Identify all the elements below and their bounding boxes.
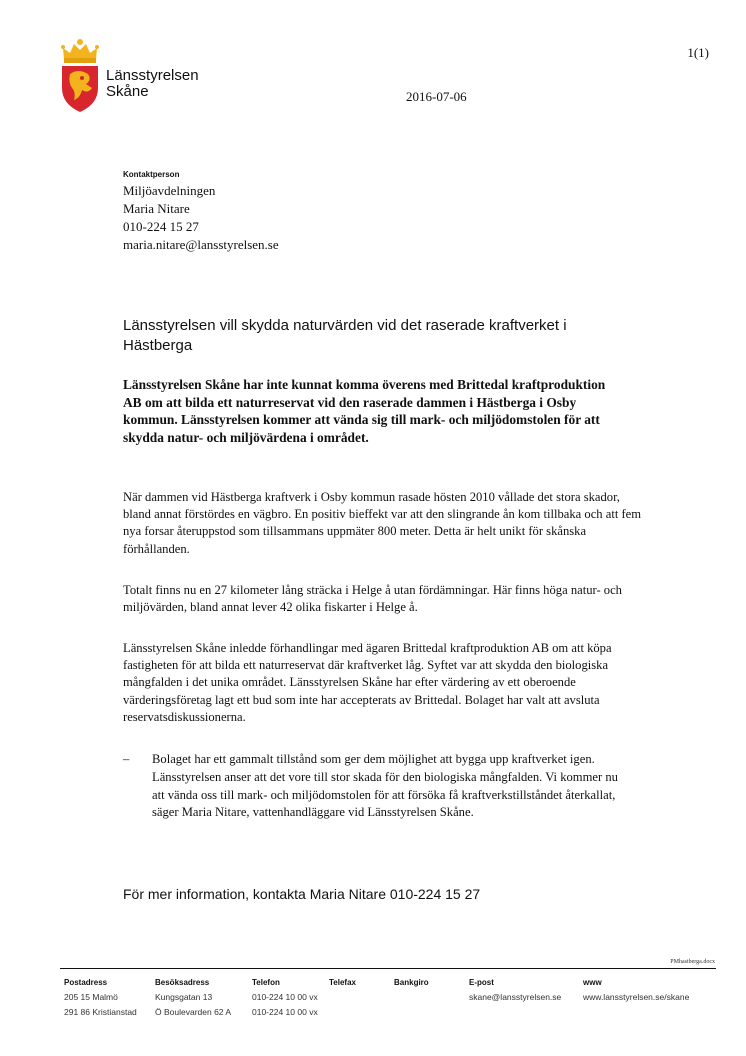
footer-bankgiro-label: Bankgiro [394,978,429,987]
article-paragraph-1: När dammen vid Hästberga kraftverk i Osby kommun rasade hösten 2010 vållade det stora skador, bland annat förstördes en vägbro. En positiv bieffekt var att den slingrande ån kom tillbaka och att fem nya forsar återuppstod som tillsammans uppmäter 800 meter. Detta är helt unikt för skånska förhållanden. [123,490,642,556]
footer-bankgiro [394,975,429,990]
footer-telefon-1: 010-224 10 00 vx [252,992,318,1002]
logo-wordmark [106,68,199,100]
article-paragraph-3: Länsstyrelsen Skåne inledde förhandlingar med ägaren Brittedal kraftproduktion AB om att köpa fastigheten för att bilda ett naturreservat där kraftverket låg. Syftet var att skydda den biologiska mångfalden i det unika området. Länsstyrelsen Skåne har efter värdering av ett oberoende värderingsföretag lagt ett bud som inte har accepterats av Brittedal. Bolaget har valt att avsluta reservatsdiskussionerna. [123,641,612,724]
footer-www [583,975,689,1005]
footer-telefon-label: Telefon [252,978,280,987]
article-paragraph-2: Totalt finns nu en 27 kilometer lång sträcka i Helge å utan fördämningar. Här finns höga natur- och miljövärden, bland annat lever 42 olika fiskarter i Helge å. [123,583,622,615]
document-date: 2016-07-06 [406,89,467,104]
footer-besoksadress-2: Ö Boulevarden 62 A [155,1007,232,1017]
page-number: 1(1) [687,45,709,60]
footer-besoksadress-1: Kungsgatan 13 [155,992,213,1002]
footer-epost-1[interactable]: skane@lansstyrelsen.se [469,992,562,1002]
footer-postadress-label: Postadress [64,978,108,987]
footer-besoksadress-label: Besöksadress [155,978,210,987]
logo [58,38,208,118]
coat-of-arms-icon [58,38,102,114]
footer-postadress-2: 291 86 Kristianstad [64,1007,137,1017]
document-filename: PMhastberga.docx [670,959,715,965]
footer-telefax-label: Telefax [329,978,356,987]
contact-label: Kontaktperson [123,170,180,179]
footer-telefax [329,975,356,990]
footer-besoksadress [155,975,231,1020]
contact-block [123,170,279,254]
logo-line-2: Skåne [106,83,149,100]
more-info: För mer information, kontakta Maria Nitare 010-224 15 27 [123,886,481,902]
footer-postadress [64,975,137,1020]
contact-name: Maria Nitare [123,201,190,216]
footer-www-label: www [583,978,602,987]
contact-department: Miljöavdelningen [123,183,216,198]
quote-text: Bolaget har ett gammalt tillstånd som ger dem möjlighet att bygga upp kraftverket igen. Länsstyrelsen anser att det vore till stor skada för den biologiska mångfalden. Vi kommer nu att vända oss till mark- och miljödomstolen för att försöka få kraftverkstillståndet återkallat, säger Maria Nitare, vattenhandläggare vid Länsstyrelsen Skåne. [152,752,618,820]
footer-epost-label: E-post [469,978,494,987]
footer-telefon-2: 010-224 10 00 vx [252,1007,318,1017]
contact-phone: 010-224 15 27 [123,219,199,234]
quote-dash: – [123,752,130,766]
article-quote [123,751,623,822]
article-lead: Länsstyrelsen Skåne har inte kunnat komma överens med Brittedal kraftproduktion AB om att bilda ett naturreservat vid den raserade dammen i Hästberga i Osby kommun. Länsstyrelsen kommer att vända sig till mark- och miljödomstolen för att skydda natur- och miljövärdena i området. [123,377,606,445]
footer-telefon [252,975,318,1020]
footer-epost [469,975,561,1005]
footer-postadress-1: 205 15 Malmö [64,992,118,1002]
contact-email: maria.nitare@lansstyrelsen.se [123,237,279,252]
article-headline: Länsstyrelsen vill skydda naturvärden vid det raserade kraftverket i Hästberga [123,317,567,354]
footer-divider [60,968,716,969]
logo-line-1: Länsstyrelsen [106,67,199,84]
footer-www-1[interactable]: www.lansstyrelsen.se/skane [583,992,690,1002]
